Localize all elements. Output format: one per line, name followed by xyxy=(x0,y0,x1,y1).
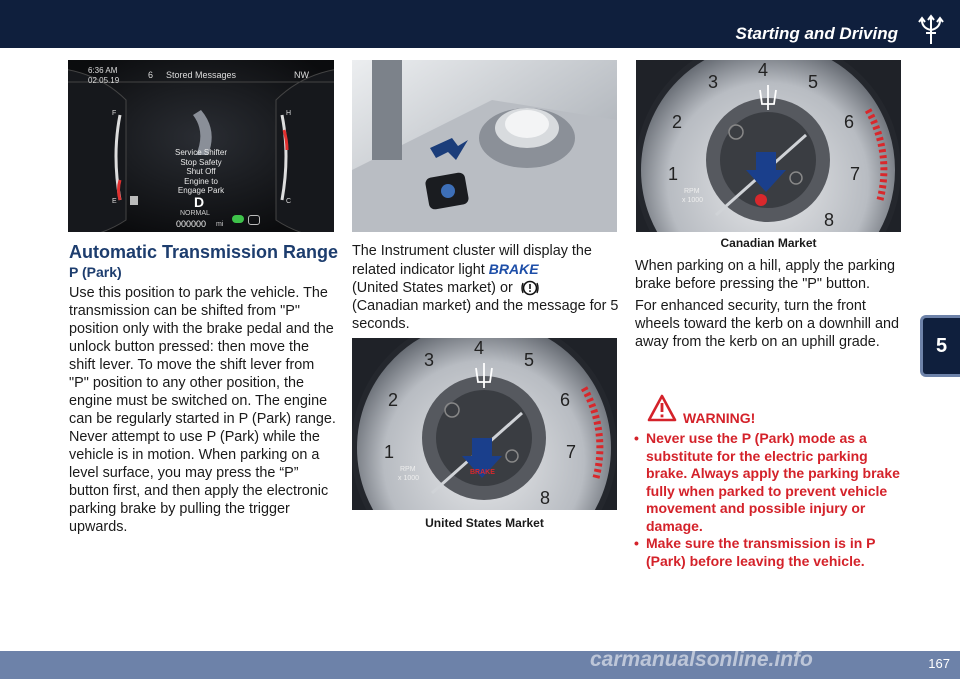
tach-number-5: 5 xyxy=(524,350,535,370)
warning-item: • Make sure the transmission is in P (Park) before leaving the vehicle. xyxy=(634,535,902,570)
fuel-empty-mark: E xyxy=(112,198,117,205)
us-tachometer-figure xyxy=(352,338,617,510)
warning-item: • Never use the P (Park) mode as a substitute for the electric parking brake. Always apply the parking brake fully when parked to prevent vehicle movement and possible injury or damage. xyxy=(634,430,902,535)
ca-market-caption: Canadian Market xyxy=(720,236,817,250)
compass-heading: NW xyxy=(294,70,309,80)
tach-number-2: 2 xyxy=(388,390,399,410)
rpm-label: RPM xyxy=(400,466,416,473)
console-graphic xyxy=(352,60,617,232)
parking-tips xyxy=(635,257,903,355)
tach-number-4: 4 xyxy=(758,60,769,80)
tach-number-4: 4 xyxy=(474,338,485,358)
warning-title: WARNING! xyxy=(683,410,756,426)
cluster-message xyxy=(158,148,244,196)
warning-triangle-icon xyxy=(647,394,677,422)
us-brake-indicator: BRAKE xyxy=(470,469,495,476)
fog-light-icon xyxy=(248,215,260,225)
ca-tachometer-figure xyxy=(636,60,901,232)
page-number: 167 xyxy=(928,656,950,671)
tach-number-8: 8 xyxy=(540,488,551,508)
tach-number-5: 5 xyxy=(808,72,819,92)
stored-count: 6 xyxy=(148,70,154,80)
tach-number-3: 3 xyxy=(424,350,435,370)
message-line: Service Shifter xyxy=(174,148,228,157)
warning-list xyxy=(634,430,902,570)
wheel-turn-paragraph: For enhanced security, turn the front wheels toward the kerb on a downhill and away from the kerb on an uphill grade. xyxy=(635,298,899,350)
temp-cold-mark: C xyxy=(286,198,292,205)
rpm-label: RPM xyxy=(684,188,700,195)
tach-number-6: 6 xyxy=(560,390,571,410)
chapter-number: 5 xyxy=(935,335,948,357)
indicator-paragraph xyxy=(352,242,620,333)
message-line: Engine to xyxy=(184,176,218,186)
odometer-unit: mi xyxy=(216,221,224,228)
tach-number-2: 2 xyxy=(672,112,683,132)
indicator-text-b: (United States market) or xyxy=(352,280,513,296)
footer-bar xyxy=(0,651,960,679)
indicator-description xyxy=(352,242,620,337)
tach-number-6: 6 xyxy=(844,112,855,132)
fuel-icon xyxy=(130,196,138,205)
message-line: Engage Park xyxy=(177,186,225,195)
chapter-tab[interactable] xyxy=(920,315,960,377)
us-tachometer-graphic xyxy=(352,338,617,510)
cluster-time: 6:36 AM xyxy=(88,66,118,75)
cluster-date: 02.05.19 xyxy=(88,76,120,85)
tach-number-1: 1 xyxy=(668,164,679,184)
us-market-caption: United States Market xyxy=(425,516,544,530)
stored-messages-label: Stored Messages xyxy=(166,70,237,80)
tach-number-7: 7 xyxy=(566,442,577,462)
console-figure xyxy=(352,60,617,232)
watermark: carmanualsonline.info xyxy=(590,648,813,671)
brake-warning-icon xyxy=(521,279,539,297)
park-description xyxy=(69,284,337,540)
tach-number-1: 1 xyxy=(384,442,395,462)
message-line: Stop Safety xyxy=(180,157,222,167)
message-line: Shut Off xyxy=(186,167,216,176)
section-heading: Automatic Transmission Range xyxy=(69,242,339,262)
headlight-indicator-icon xyxy=(232,215,244,223)
ca-tachometer-graphic xyxy=(636,60,901,232)
drive-mode: NORMAL xyxy=(180,210,210,217)
brake-indicator-label: BRAKE xyxy=(488,261,539,277)
tach-number-7: 7 xyxy=(850,164,861,184)
tach-number-8: 8 xyxy=(824,210,835,230)
fuel-full-mark: F xyxy=(112,110,117,117)
park-subheading: P (Park) xyxy=(69,264,122,280)
temp-hot-mark: H xyxy=(286,110,292,117)
tach-number-3: 3 xyxy=(708,72,719,92)
indicator-text-a: The Instrument cluster will display the related indicator light xyxy=(352,243,592,278)
rpm-unit: x 1000 xyxy=(398,475,420,482)
park-body: Use this position to park the vehicle. The transmission can be shifted from "P" position only with the brake pedal and the unlock button pressed: then move the shift lever. To move the shift lever from "P" position to any other position, the engine must be switched on. The engine can be regularly started in P (Park) range. Never attempt to use P (Park) while the vehicle is in motion. When parking on a level surface, you may press the “P” button first, and then apply the electronic parking brake by pulling the trigger upwards. xyxy=(69,285,336,535)
indicator-text-c: (Canadian market) and the message for 5 seconds. xyxy=(352,298,619,333)
odometer: 000000 xyxy=(176,219,207,229)
cluster-display-figure xyxy=(68,60,334,232)
maserati-trident-icon xyxy=(916,14,946,46)
section-title: Starting and Driving xyxy=(735,24,898,43)
rpm-unit: x 1000 xyxy=(682,197,704,204)
gear-indicator: D xyxy=(194,194,205,210)
hill-parking-paragraph: When parking on a hill, apply the parking brake before pressing the "P" button. xyxy=(635,258,895,292)
